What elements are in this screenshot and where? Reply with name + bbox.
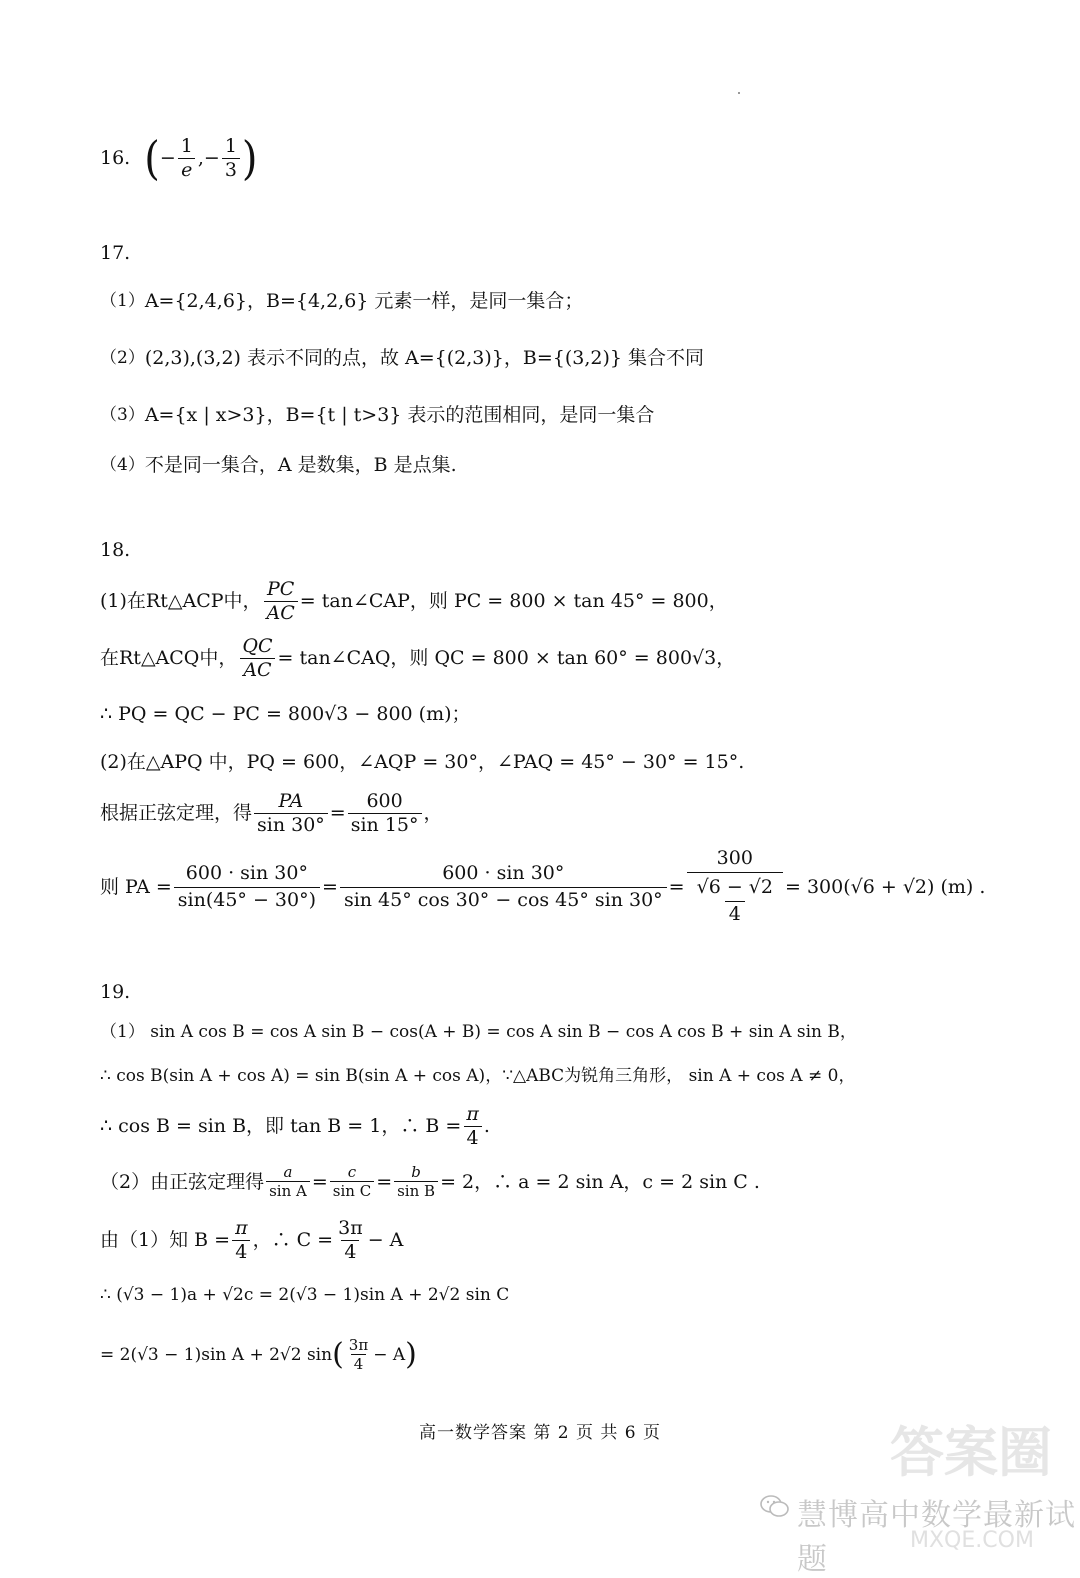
q16-frac2-den: 3: [222, 158, 240, 182]
q18-l6-f3-inner-num: √6 − √2: [696, 875, 773, 898]
q19-line3: [100, 1104, 490, 1150]
q18-line2: [100, 636, 735, 682]
q19-l7-rparen: ): [405, 1337, 417, 1373]
q16-e: e: [181, 158, 193, 181]
q19-l7-den: 4: [351, 1354, 367, 1373]
q16-comma: ,−: [197, 147, 220, 170]
q19-line1: （1） sin A cos B = cos A sin B − cos(A + B) = cos A sin B − cos A cos B + sin A sin B，: [100, 1022, 857, 1042]
q16-frac1-num: 1: [180, 135, 193, 157]
q18-l6-f1-num: 600 · sin 30°: [185, 862, 308, 885]
q19-line2: ∴ cos B(sin A + cos A) = sin B(sin A + cos A)，∵△ABC为锐角三角形， sin A + cos A ≠ 0，: [100, 1066, 856, 1086]
q18-l2-den: AC: [240, 658, 274, 682]
q18-l1-den: AC: [264, 601, 298, 625]
q18-l6-pre: 则 PA =: [100, 876, 172, 899]
q18-l5-pre: 根据正弦定理，得: [100, 802, 253, 825]
q18-line5: [100, 791, 443, 837]
q19-l7-post: − A: [373, 1344, 406, 1365]
q19-l3-num: π: [466, 1103, 479, 1125]
q19-l7-fraction: [346, 1337, 371, 1374]
q18-l5-f1-num: PA: [278, 790, 304, 812]
q17-part2: [100, 349, 704, 368]
q16-right-paren: ): [241, 132, 258, 186]
q17-part2-label: （2）: [100, 348, 145, 368]
q18-l1-pre: (1)在Rt△ACP中，: [100, 590, 262, 613]
q17-part4-text: 不是同一集合，A 是数集，B 是点集.: [144, 454, 457, 476]
q18-l6-eq2: =: [668, 876, 685, 899]
q16-fraction-1: [178, 136, 196, 182]
q18-number: 18.: [100, 539, 131, 561]
q18-l6-fraction1: [174, 861, 320, 914]
q19-l5-f1-den: 4: [232, 1240, 250, 1264]
q18-l6-f2-den: sin 45° cos 30° − cos 45° sin 30°: [340, 887, 667, 914]
speck: [738, 92, 740, 94]
q19-l3-fraction: [463, 1104, 482, 1150]
q19-l4-fraction2: [330, 1164, 374, 1201]
q19-l4-f3-num: b: [411, 1163, 421, 1181]
watermark-logo-text: 答案圈: [890, 1421, 1052, 1484]
q18-l6-f3-num: 300: [716, 847, 753, 869]
q18-line3: ∴ PQ = QC − PC = 800√3 − 800 (m)；: [100, 703, 471, 725]
q16-frac1-den: [178, 158, 195, 182]
q18-l5-f2-den: sin 15°: [348, 813, 422, 837]
q18-l6-fraction3: [687, 846, 783, 930]
q19-l3-post: .: [483, 1115, 490, 1138]
q19-l3-pre: ∴ cos B = sin B，即 tan B = 1，∴ B =: [100, 1115, 462, 1138]
q19-l7-lparen: (: [332, 1337, 344, 1373]
q17-part1: [100, 292, 583, 311]
q16-minus: −: [159, 147, 176, 170]
q18-l6-post: = 300(√6 + √2) (m) .: [784, 876, 986, 899]
q18-l6-f3-inner-den: 4: [725, 901, 745, 928]
q18-l5-fraction1: [254, 791, 328, 837]
q18-l2-num: QC: [242, 635, 273, 657]
q18-l5-f1-den: sin 30°: [254, 813, 328, 837]
q19-l5-f2-den: 4: [341, 1240, 359, 1264]
q19-l5-f1-num: π: [235, 1217, 248, 1239]
q18-line4: (2)在△APQ 中，PQ = 600，∠AQP = 30°，∠PAQ = 45° − 30° = 15°.: [100, 751, 745, 773]
q16-fraction-2: [222, 136, 240, 182]
q18-l1-post: = tan∠CAP，则 PC = 800 × tan 45° = 800，: [299, 590, 728, 613]
watermark-channel: 慧博高中数学最新试题: [797, 1498, 1076, 1577]
q16-frac2-num: 1: [224, 135, 237, 157]
q18-l2-fraction: [239, 636, 275, 682]
q19-l4-eq1: =: [311, 1170, 328, 1193]
q19-l3-den: 4: [464, 1126, 482, 1150]
q18-l6-f3-inner: [693, 875, 777, 928]
q19-l5-fraction1: [232, 1218, 251, 1264]
q17-part3-label: （3）: [100, 405, 145, 425]
q18-l5-f2-num: 600: [366, 790, 403, 812]
q18-l1-fraction: [264, 579, 298, 625]
q18-l1-num: PC: [266, 578, 295, 600]
q19-l5-fraction2: [335, 1218, 366, 1264]
q19-l4-pre: （2）由正弦定理得: [100, 1170, 265, 1193]
q17-part4-label: （4）: [100, 455, 145, 475]
q19-l5-pre: 由（1）知 B =: [100, 1229, 231, 1252]
q17-part2-text: (2,3),(3,2) 表示不同的点，故 A={(2,3)}，B={(3,2)} 集合不同: [144, 347, 705, 369]
q17-number: 17.: [100, 242, 131, 264]
q19-l4-f3-den: sin B: [394, 1181, 438, 1200]
q18-line1: [100, 579, 728, 625]
q19-l4-eq2: =: [376, 1170, 393, 1193]
watermark-url: MXQE.COM: [910, 1528, 1034, 1553]
q19-l5-post: − A: [367, 1229, 404, 1252]
q16-line: [100, 132, 258, 186]
q19-number: 19.: [100, 981, 131, 1003]
q18-l6-f2-num: 600 · sin 30°: [442, 862, 565, 885]
q17-part3: [100, 406, 654, 425]
q18-line6: [100, 846, 985, 930]
q19-l5-f2-num: 3π: [338, 1217, 363, 1239]
q18-l6-fraction2: [340, 861, 667, 914]
q19-line5: [100, 1218, 403, 1264]
q19-l4-post: = 2，∴ a = 2 sin A，c = 2 sin C .: [440, 1170, 760, 1193]
q19-l4-f2-num: c: [347, 1163, 357, 1181]
q17-part1-text: A={2,4,6}，B={4,2,6} 元素一样，是同一集合；: [144, 290, 584, 312]
q18-l6-f3-den: [687, 872, 783, 930]
q19-l4-fraction3: [394, 1164, 438, 1201]
q16-number: 16.: [100, 147, 131, 170]
q18-l6-eq1: =: [322, 876, 338, 899]
q19-line4: [100, 1164, 760, 1201]
q19-l7-num: 3π: [348, 1336, 369, 1354]
q19-line7: [100, 1337, 417, 1374]
q19-l7-pre: = 2(√3 − 1)sin A + 2√2 sin: [100, 1344, 333, 1365]
q18-l5-post: ，: [423, 802, 443, 825]
q18-l6-f1-den: sin(45° − 30°): [174, 887, 320, 914]
q17-part1-label: （1）: [100, 291, 145, 311]
q17-part4: [100, 456, 457, 475]
watermark: [760, 1410, 1080, 1577]
q18-l2-post: = tan∠CAQ，则 QC = 800 × tan 60° = 800√3，: [277, 647, 736, 670]
q18-l5-fraction2: [348, 791, 422, 837]
q16-left-paren: (: [144, 132, 160, 186]
q18-l5-equals: =: [329, 802, 346, 825]
q19-l4-f1-den: sin A: [266, 1181, 310, 1200]
wechat-icon: [760, 1494, 790, 1518]
q19-l4-f1-num: a: [283, 1163, 293, 1181]
page-footer: 高一数学答案 第 2 页 共 6 页: [418, 1423, 662, 1443]
q18-l2-pre: 在Rt△ACQ中，: [100, 647, 238, 670]
q19-l4-fraction1: [266, 1164, 310, 1201]
q19-l5-mid: ，∴ C =: [252, 1229, 334, 1252]
q19-l4-f2-den: sin C: [330, 1181, 374, 1200]
q19-line6: ∴ (√3 − 1)a + √2c = 2(√3 − 1)sin A + 2√2 sin C: [100, 1285, 510, 1305]
q17-part3-text: A={x | x>3}，B={t | t>3} 表示的范围相同，是同一集合: [144, 404, 655, 426]
